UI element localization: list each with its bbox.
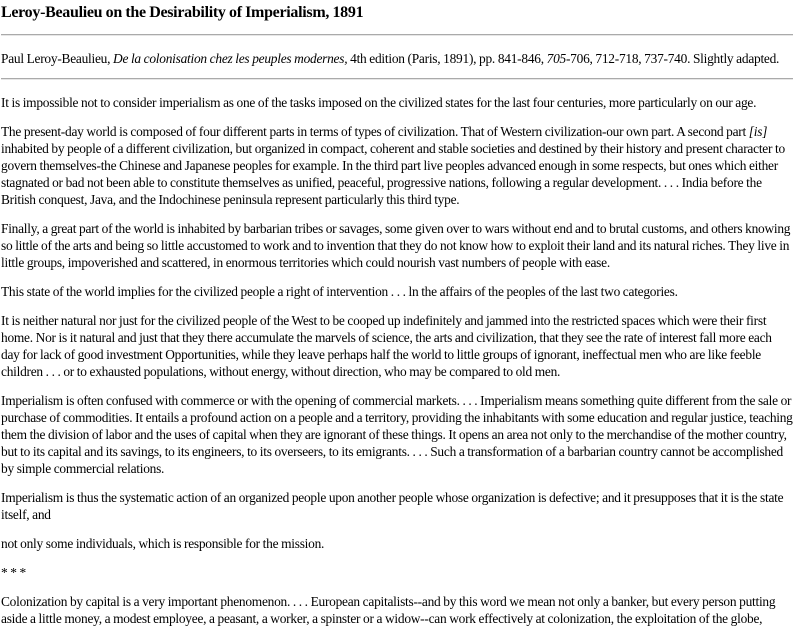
paragraph: Finally, a great part of the world is inhabited by barbarian tribes or savages, some given over to wars without end and to brutal customs, and others knowing so little of the arts and being so little accustomed to work and to invention that they do not know how to exploit their land and its natural riches. They live in little groups, impoverished and scattered, in enormous territories which could nourish vast numbers of people with ease. bbox=[1, 221, 791, 270]
editorial-insertion: [is] bbox=[748, 124, 768, 139]
citation-details-end: -706, 712-718, 737-740. Slightly adapted. bbox=[565, 51, 780, 66]
paragraph: not only some individuals, which is responsible for the mission. bbox=[1, 536, 325, 551]
paragraph: Colonization by capital is a very important phenomenon. . . . European capitalists--and by this word we mean not only a banker, but every person putting aside a little money, a modest employee, a peasant, a worker, a spinster or a widow--can work effectively at colonization, the exploitation of the globe, bbox=[1, 594, 776, 626]
source-citation bbox=[1, 50, 793, 67]
paragraph-text: inhabited by people of a different civilization, but organized in compact, coherent and stable societies and destined by their history and present character to govern themselves-the Chinese and Japanese peoples for example. In the third part live peoples advanced enough in some respects, but ones which either stagnated or bad not been able to constitute themselves as unified, peaceful, progressive nations, following a regular development. . . . India before the British conquest, Java, and the Indochinese peninsula represent particularly this third type. bbox=[1, 141, 785, 207]
paragraph: It is impossible not to consider imperialism as one of the tasks imposed on the civilized states for the last four centuries, more particularly on our age. bbox=[1, 95, 757, 110]
paragraph: Imperialism is thus the systematic action of an organized people upon another people whose organization is defective; and it presupposes that it is the state itself, and bbox=[1, 490, 784, 522]
citation-page: 705 bbox=[546, 51, 566, 66]
citation-details: 4th edition (Paris, 1891), pp. 841-846, bbox=[350, 51, 544, 66]
paragraph: It is neither natural nor just for the civilized people of the West to be cooped up indefinitely and jammed into the restricted spaces which were their first home. Nor is it natural and just that they there accumulate the marvels of science, the arts and civilization, that they see the rate of interest fall more each day for lack of good investment Opportunities, while they leave perhaps half the world to little groups of ignorant, ineffectual men who are like feeble children . . . or to exhausted populations, without energy, without direction, who may be compared to old men. bbox=[1, 313, 772, 379]
divider bbox=[1, 34, 793, 36]
divider bbox=[1, 78, 793, 80]
paragraph: This state of the world implies for the civilized people a right of intervention . . . ln the affairs of the peoples of the last two categories. bbox=[1, 284, 678, 299]
citation-author: Paul Leroy-Beaulieu, bbox=[1, 51, 111, 66]
citation-work-title: De la colonisation chez les peuples modernes, bbox=[113, 51, 348, 66]
section-separator: * * * bbox=[1, 565, 26, 580]
page-title: Leroy-Beaulieu on the Desirability of Imperialism, 1891 bbox=[1, 4, 364, 21]
paragraph-text: The present-day world is composed of four different parts in terms of types of civilization. That of Western civilization-our own part. A second part bbox=[1, 124, 746, 139]
paragraph bbox=[1, 123, 793, 208]
document bbox=[0, 3, 796, 627]
paragraph: Imperialism is often confused with commerce or with the opening of commercial markets. . . . Imperialism means something quite different from the sale or purchase of commodities. It entails a profound action on a people and a territory, providing the inhabitants with some education and regular justice, teaching them the division of labor and the uses of capital when they are ignorant of these things. It opens an area not only to the merchandise of the mother country, but to its capital and its savings, to its engineers, to its overseers, to its emigrants. . . . Such a transformation of a barbarian country cannot be accomplished by simple commercial relations. bbox=[1, 393, 793, 476]
